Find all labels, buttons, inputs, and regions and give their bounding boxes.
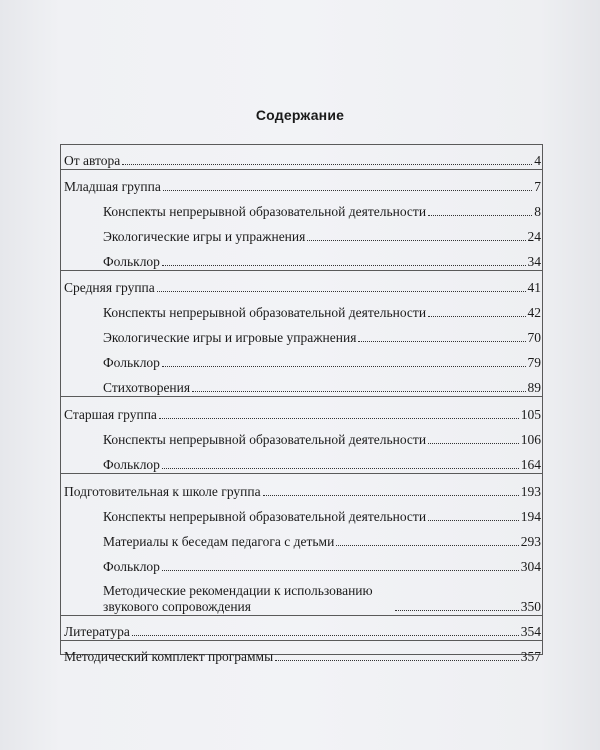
- toc-entry: [60, 500, 543, 525]
- dot-leader: [163, 190, 532, 191]
- toc-entry-page: 354: [520, 624, 541, 639]
- toc-entry-title: Младшая группа: [64, 179, 161, 194]
- toc-entry: [60, 245, 543, 270]
- toc-entry-title: Фольклор: [103, 355, 160, 370]
- toc-entry-title: Экологические игры и игровые упражнения: [103, 330, 357, 345]
- dot-leader: [157, 291, 526, 292]
- dot-leader: [358, 341, 525, 342]
- dot-leader: [275, 660, 519, 661]
- dot-leader: [428, 520, 519, 521]
- dot-leader: [162, 265, 526, 266]
- dot-leader: [159, 418, 519, 419]
- dot-leader: [162, 570, 519, 571]
- toc-entry-title: Литература: [64, 624, 130, 639]
- toc-entry-page: 357: [520, 649, 541, 664]
- toc-entry-page: 350: [520, 599, 541, 614]
- toc-entry: [60, 296, 543, 321]
- toc-entry-title: Материалы к беседам педагога с детьми: [103, 534, 335, 549]
- toc-entry: [60, 346, 543, 371]
- toc-entry-title: Стихотворения: [103, 380, 191, 395]
- toc-entry-title: Средняя группа: [64, 280, 155, 295]
- toc-entry: [60, 169, 543, 195]
- toc-entry-title: Фольклор: [103, 254, 160, 269]
- dot-leader: [395, 610, 519, 611]
- toc-entry: [60, 423, 543, 448]
- toc-entry-title: Конспекты непрерывной образовательной деятельности: [103, 305, 427, 320]
- toc-entry-page: 4: [534, 153, 541, 168]
- table-of-contents: [60, 144, 543, 665]
- toc-entry-title: Методический комплект программы: [64, 649, 274, 664]
- toc-entry-title: Конспекты непрерывной образовательной деятельности: [103, 204, 427, 219]
- toc-entry-page: 193: [520, 484, 541, 499]
- toc-entry-page: 293: [520, 534, 541, 549]
- toc-title: Содержание: [255, 107, 345, 123]
- toc-entry-page: 42: [527, 305, 541, 320]
- dot-leader: [162, 468, 519, 469]
- toc-entry-title: Подготовительная к школе группа: [64, 484, 261, 499]
- dot-leader: [162, 366, 526, 367]
- toc-entry-page: 41: [527, 280, 541, 295]
- toc-entry: [60, 640, 543, 665]
- dot-leader: [428, 316, 525, 317]
- toc-entry: [60, 321, 543, 346]
- toc-entry-page: 70: [527, 330, 541, 345]
- toc-entry: [60, 270, 543, 296]
- dot-leader: [122, 164, 532, 165]
- toc-entry-page: 164: [520, 457, 541, 472]
- toc-entry-title: Методические рекомендации к использованию звукового сопровождения: [103, 583, 373, 614]
- toc-entry-title: Старшая группа: [64, 407, 157, 422]
- toc-entry: [60, 195, 543, 220]
- dot-leader: [263, 495, 519, 496]
- toc-entry-title: Экологические игры и упражнения: [103, 229, 306, 244]
- toc-entry-title: Фольклор: [103, 457, 160, 472]
- toc-entry: [60, 575, 543, 615]
- toc-entry-page: 105: [520, 407, 541, 422]
- toc-entry: [60, 448, 543, 473]
- toc-entry: [60, 615, 543, 640]
- dot-leader: [307, 240, 525, 241]
- toc-entry-title: Фольклор: [103, 559, 160, 574]
- toc-entry: [60, 396, 543, 423]
- toc-entry-page: 24: [527, 229, 541, 244]
- toc-entry-page: 79: [527, 355, 541, 370]
- toc-entry-page: 194: [520, 509, 541, 524]
- toc-entry-page: 8: [534, 204, 541, 219]
- toc-entry-title: Конспекты непрерывной образовательной деятельности: [103, 432, 427, 447]
- toc-entry: [60, 550, 543, 575]
- dot-leader: [428, 443, 519, 444]
- dot-leader: [132, 635, 519, 636]
- toc-entry-page: 89: [527, 380, 541, 395]
- toc-entry: [60, 144, 543, 169]
- toc-entry-page: 7: [534, 179, 541, 194]
- dot-leader: [428, 215, 532, 216]
- toc-entry-title: Конспекты непрерывной образовательной деятельности: [103, 509, 427, 524]
- toc-entry: [60, 220, 543, 245]
- toc-entry-page: 106: [520, 432, 541, 447]
- toc-entry-title: От автора: [64, 153, 121, 168]
- toc-entry: [60, 473, 543, 500]
- dot-leader: [336, 545, 518, 546]
- show-through-texture: [60, 40, 550, 160]
- toc-entry-page: 304: [520, 559, 541, 574]
- toc-entry: [60, 371, 543, 396]
- dot-leader: [192, 391, 525, 392]
- toc-entry: [60, 525, 543, 550]
- toc-entry-page: 34: [527, 254, 541, 269]
